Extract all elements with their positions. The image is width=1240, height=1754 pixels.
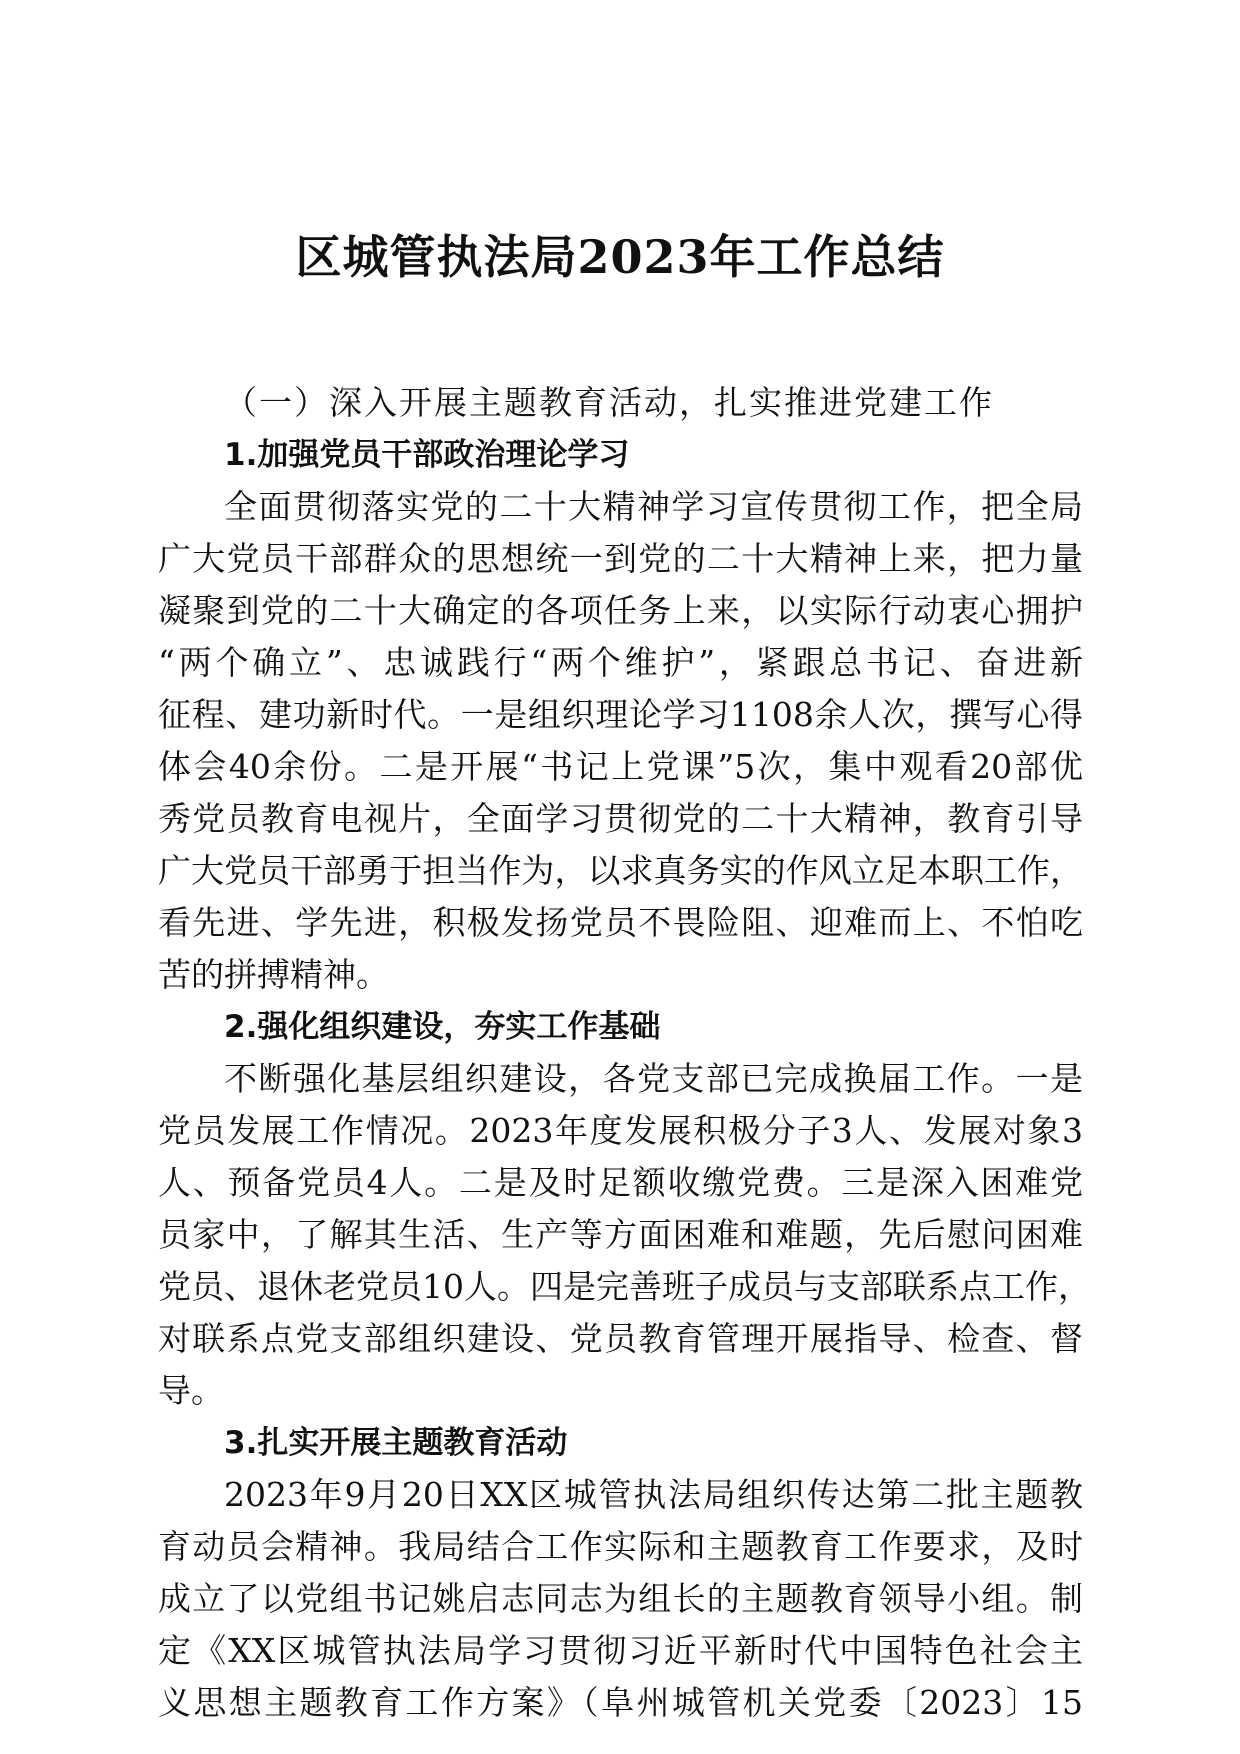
paragraph-line: 党员、退休老党员10人。四是完善班子成员与支部联系点工作， (158, 1267, 1091, 1306)
document-title: 区城管执法局2023年工作总结 (295, 230, 945, 284)
paragraph-line: 广大党员干部群众的思想统一到党的二十大精神上来，把力量 (158, 539, 1083, 578)
paragraph-line: 员家中，了解其生活、生产等方面困难和难题，先后慰问困难 (158, 1215, 1083, 1254)
paragraph-line: 义思想主题教育工作方案》（阜州城管机关党委〔2023〕15 (158, 1683, 1083, 1722)
paragraph-line: 征程、建功新时代。一是组织理论学习1108余人次，撰写心得 (158, 695, 1083, 734)
paragraph-line: 体会40余份。二是开展“书记上党课”5次，集中观看20部优 (158, 747, 1083, 786)
subsection-heading-3: 3.扎实开展主题教育活动 (224, 1425, 568, 1461)
paragraph-line: 育动员会精神。我局结合工作实际和主题教育工作要求，及时 (158, 1527, 1083, 1566)
paragraph-line: 定《XX区城管执法局学习贯彻习近平新时代中国特色社会主 (158, 1631, 1083, 1670)
document-body (158, 377, 1091, 1729)
section-heading: （一）深入开展主题教育活动，扎实推进党建工作 (224, 383, 994, 422)
paragraph-line: 人、预备党员4人。二是及时足额收缴党费。三是深入困难党 (158, 1163, 1083, 1202)
paragraph-line: 2023年9月20日XX区城管执法局组织传达第二批主题教 (224, 1475, 1083, 1514)
paragraph-line: 看先进、学先进，积极发扬党员不畏险阻、迎难而上、不怕吃 (158, 903, 1083, 942)
paragraph-line: 秀党员教育电视片，全面学习贯彻党的二十大精神，教育引导 (158, 799, 1083, 838)
paragraph-line: 对联系点党支部组织建设、党员教育管理开展指导、检查、督 (158, 1319, 1083, 1358)
subsection-heading-1: 1.加强党员干部政治理论学习 (224, 437, 630, 473)
paragraph-line: 广大党员干部勇于担当作为，以求真务实的作风立足本职工作， (158, 851, 1083, 890)
subsection-heading-2: 2.强化组织建设，夯实工作基础 (224, 1009, 661, 1045)
paragraph-line: 不断强化基层组织建设，各党支部已完成换届工作。一是 (224, 1059, 1083, 1098)
paragraph-line: 党员发展工作情况。2023年度发展积极分子3人、发展对象3 (158, 1111, 1083, 1150)
paragraph-line: 全面贯彻落实党的二十大精神学习宣传贯彻工作，把全局 (224, 487, 1083, 526)
paragraph-line: 导。 (158, 1371, 224, 1410)
paragraph-line: 凝聚到党的二十大确定的各项任务上来，以实际行动衷心拥护 (158, 591, 1083, 630)
paragraph-line: 苦的拼搏精神。 (158, 955, 389, 994)
paragraph-line: 成立了以党组书记姚启志同志为组长的主题教育领导小组。制 (158, 1579, 1083, 1618)
paragraph-line: “两个确立”、忠诚践行“两个维护”，紧跟总书记、奋进新 (158, 643, 1083, 682)
